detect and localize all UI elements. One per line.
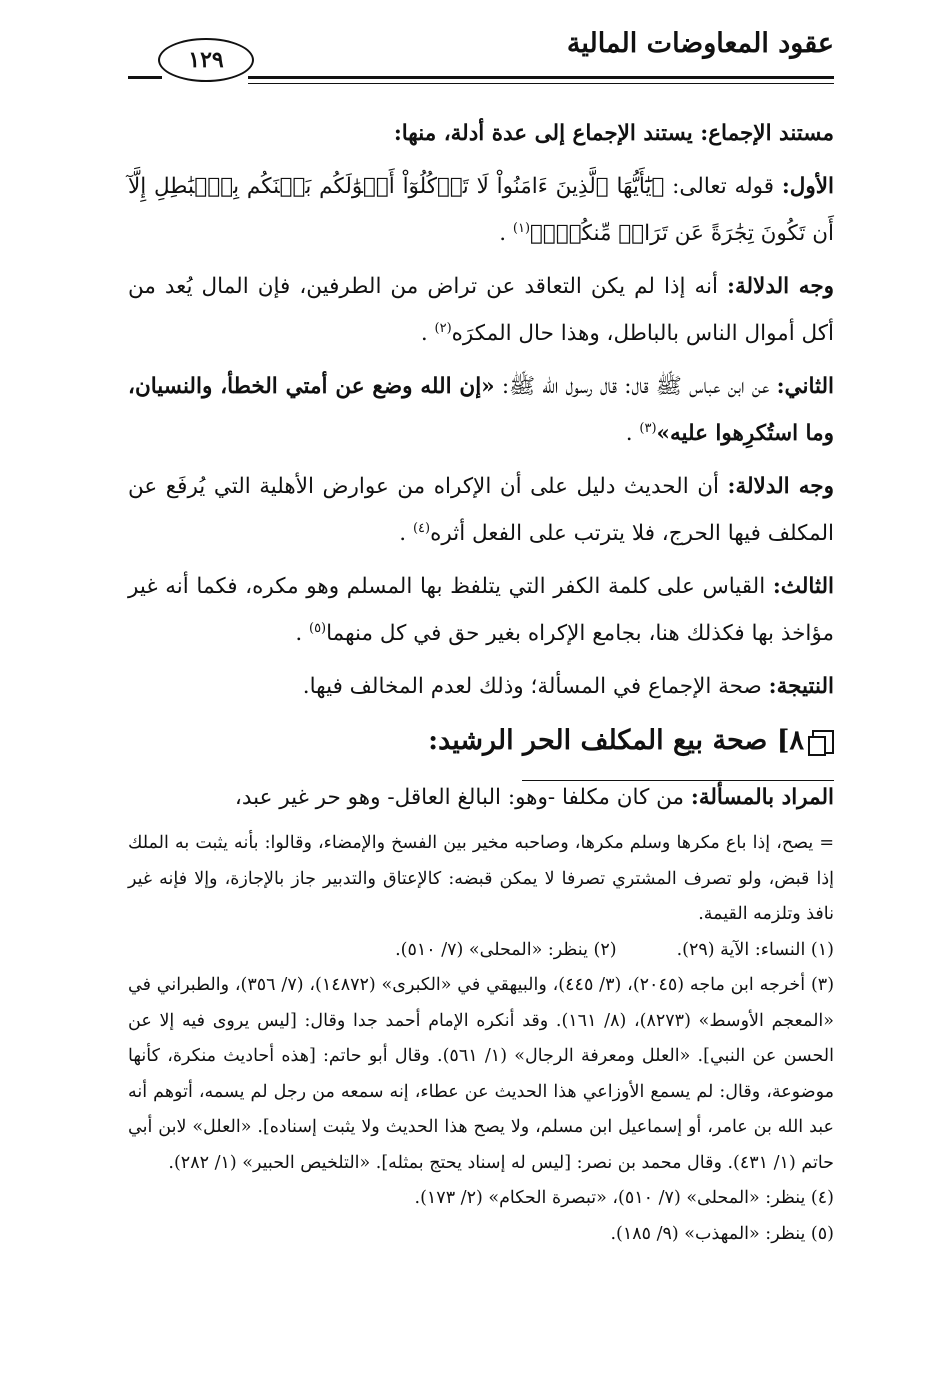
- paragraph-ijma-basis: [128, 110, 834, 157]
- footnote-1: (١) النساء: الآية (٢٩).: [676, 939, 834, 960]
- header-rule-thin: [248, 83, 834, 84]
- result-text: صحة الإجماع في المسألة؛ وذلك لعدم المخالف فيها.: [302, 674, 769, 699]
- paragraph-result: [128, 663, 834, 710]
- evidence-aspect-label-2: وجه الدلالة:: [727, 474, 834, 499]
- section-heading: [128, 716, 834, 766]
- first-label: الأول:: [781, 174, 834, 199]
- result-label: النتيجة:: [768, 674, 834, 699]
- paragraph-third-evidence: الثالث: القياس على كلمة الكفر التي يتلفظ بها المسلم وهو مكره، فكما أنه غير مؤاخذ بها فكذلك هنا، بجامع الإكراه بغير حق في كل منهما$^{(٥)}$ .: [128, 574, 834, 646]
- footnote-ref-5: (٥): [308, 620, 327, 636]
- book-title: عقود المعاوضات المالية: [566, 28, 834, 59]
- footnote-ref-4: (٤): [412, 520, 431, 536]
- footnotes: [128, 826, 834, 1252]
- footnote-ref-2: (٢): [434, 320, 452, 336]
- third-label: الثالث:: [772, 574, 834, 599]
- footnote-ref-3: (٣): [639, 420, 657, 436]
- evidence-aspect-text: أنه إذا لم يكن التعاقد عن تراض من الطرفين، فإن المال يُعد من أكل أموال الناس بالباطل، وهذا حال المكرَه: [128, 274, 834, 346]
- footnote-separator: [522, 780, 834, 781]
- footnote-5: (٥) ينظر: «المهذب» (٩/ ١٨٥).: [610, 1223, 834, 1244]
- evidence-aspect-text-2: أن الحديث دليل على أن الإكراه من عوارض الأهلية التي يُرفَع عن المكلف فيها الحرج، فلا يترتب على الفعل أثره: [128, 474, 834, 546]
- paragraph-meaning: [128, 774, 834, 821]
- footnote-4: (٤) ينظر: «المحلى» (٧/ ٥١٠)، «تبصرة الحكام» (٢/ ١٧٣).: [414, 1188, 834, 1208]
- meaning-label: المراد بالمسألة:: [690, 785, 834, 810]
- main-text: [128, 110, 834, 827]
- paragraph-first-evidence: الأول: قوله تعالى: ﴿يَٰٓأَيُّهَا ٱلَّذِينَ ءَامَنُواْ لَا تَأۡكُلُوٓاْ أَمۡوَٰلَكُم بَيۡنَكُم بِٱلۡبَٰطِلِ إِلَّآ أَن تَكُونَ تِجَٰرَةً عَن تَرَاضٖ مِّنكُمۡۚ﴾$^{(١)}$ .: [128, 174, 834, 246]
- section-icon: [812, 730, 834, 754]
- second-label: الثاني:: [776, 374, 835, 399]
- narration-text: عن ابن عباس ﷺ قال: قال رسول الله ﷺ:: [494, 374, 777, 399]
- hadith-text: «إن الله وضع عن أمتي الخطأ، والنسيان، وما استُكرِهوا عليه»: [128, 374, 834, 446]
- footnote-row: [128, 933, 834, 969]
- page-number: ١٢٩: [158, 38, 254, 82]
- paragraph-second-evidence: الثاني: عن ابن عباس ﷺ قال: قال رسول الله ﷺ: «إن الله وضع عن أمتي الخطأ، والنسيان، وما استُكرِهوا عليه»$^{(٣)}$ .: [128, 374, 835, 446]
- header-rule-left: [128, 76, 162, 79]
- header-rule: [248, 76, 834, 79]
- footnote-ref-1: (١): [512, 220, 531, 236]
- meaning-text: من كان مكلفا -وهو: البالغ العاقل- وهو حر غير عبد،: [234, 785, 691, 810]
- footnote-continuation: = يصح، إذا باع مكرها وسلم مكرها، وصاحبه مخير بين الفسخ والإمضاء، وقالوا: بأنه يثبت به الملك إذا قبض، ولو تصرف المشتري تصرفا لا يمكن قبضه: كالإعتاق والتدبير جاز بالإجازة، وإلا فإنه غير نافذ وتلزمه القيمة.: [128, 833, 834, 924]
- analogy-text: القياس على كلمة الكفر التي يتلفظ بها المسلم وهو مكره، فكما أنه غير مؤاخذ بها فكذلك هنا، بجامع الإكراه بغير حق في كل منهما: [128, 574, 834, 646]
- ijma-basis-heading: مستند الإجماع: يستند الإجماع إلى عدة أدلة، منها:: [393, 121, 834, 146]
- quran-verse: قوله تعالى: ﴿يَٰٓأَيُّهَا ٱلَّذِينَ ءَامَنُواْ لَا تَأۡكُلُوٓاْ أَمۡوَٰلَكُم بَيۡنَكُم بِٱلۡبَٰطِلِ إِلَّآ أَن تَكُونَ تِجَٰرَةً عَن تَرَاضٖ مِّنكُمۡۚ﴾: [128, 174, 834, 246]
- paragraph-evidence-aspect-1: وجه الدلالة: أنه إذا لم يكن التعاقد عن تراض من الطرفين، فإن المال يُعد من أكل أموال الناس بالباطل، وهذا حال المكرَه$^{(٢)}$ .: [128, 274, 834, 346]
- page-header: [128, 18, 834, 88]
- footnote-2: (٢) ينظر: «المحلى» (٧/ ٥١٠).: [395, 939, 617, 960]
- section-title: ٨] صحة بيع المكلف الحر الرشيد:: [428, 725, 804, 756]
- paragraph-evidence-aspect-2: وجه الدلالة: أن الحديث دليل على أن الإكراه من عوارض الأهلية التي يُرفَع عن المكلف فيها الحرج، فلا يترتب على الفعل أثره$^{(٤)}$ .: [128, 474, 834, 546]
- evidence-aspect-label: وجه الدلالة:: [727, 274, 834, 299]
- footnote-3: (٣) أخرجه ابن ماجه (٢٠٤٥)، (٣/ ٤٤٥)، والبيهقي في «الكبرى» (١٤٨٧٢)، (٧/ ٣٥٦)، والطبراني في «المعجم الأوسط» (٨٢٧٣)، (٨/ ١٦١). وقد أنكره الإمام أحمد جدا وقال: [ليس يروى فيه إلا عن الحسن عن النبي]. «العلل ومعرفة الرجال» (١/ ٥٦١). وقال أبو حاتم: [هذه أحاديث منكرة، كأنها موضوعة، وقال: لم يسمع الأوزاعي هذا الحديث عن عطاء، إنه سمعه من رجل لم يسمه، أتوهم أنه عبد الله بن عامر، أو إسماعيل ابن مسلم، ولا يصح هذا الحديث ولا يثبت إسناده]. «العلل» لابن أبي حاتم (١/ ٤٣١). وقال محمد بن نصر: [ليس له إسناد يحتج بمثله]. «التلخيص الحبير» (١/ ٢٨٢).: [128, 975, 835, 1173]
